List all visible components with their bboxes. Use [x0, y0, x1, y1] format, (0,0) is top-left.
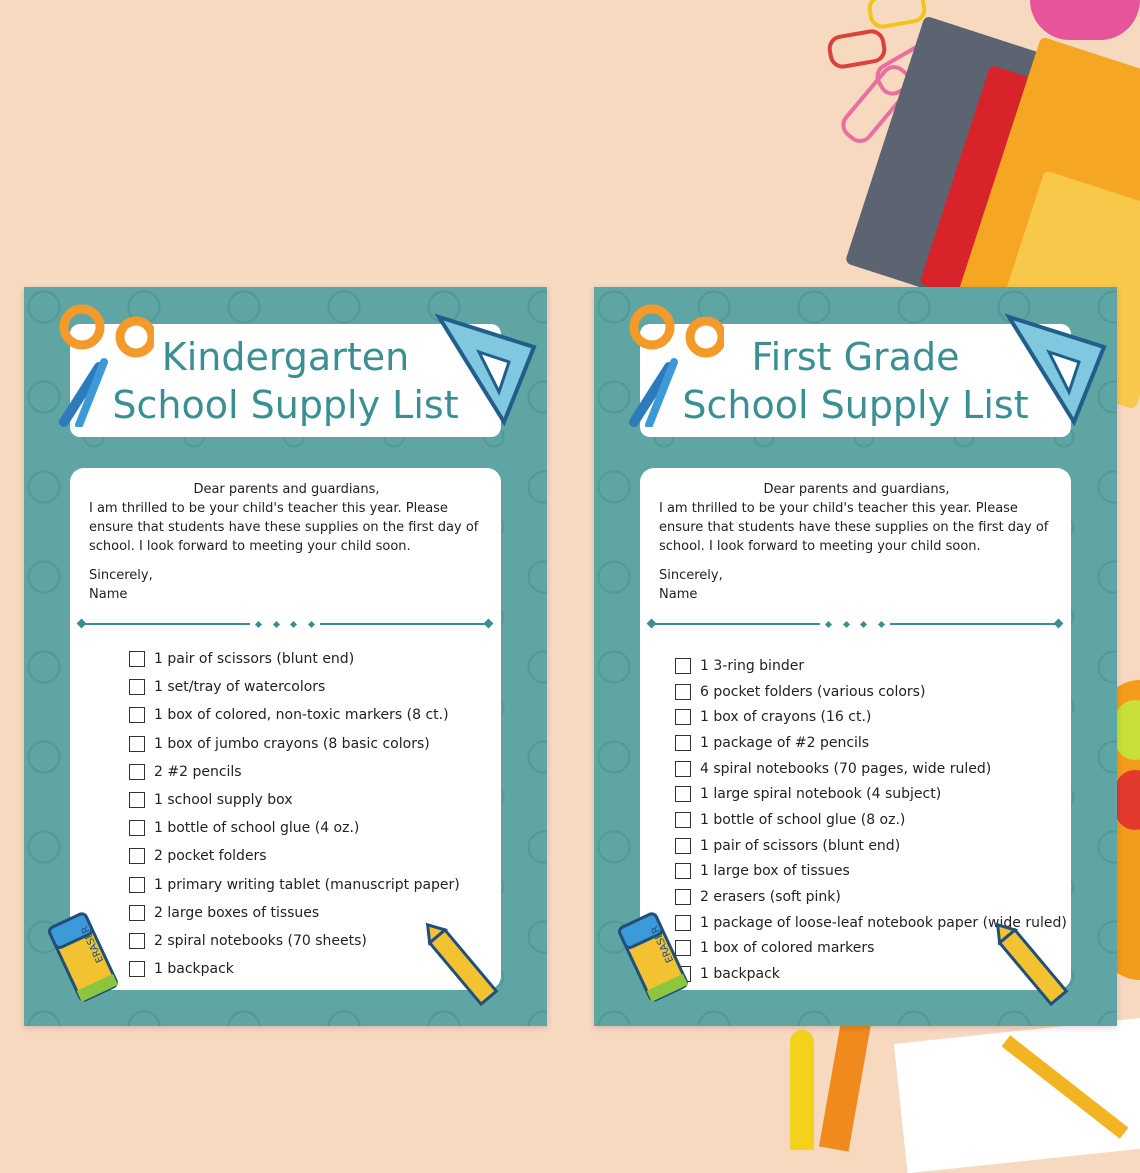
eraser-icon — [608, 907, 698, 1007]
list-item — [675, 807, 1067, 833]
crayon-yellow — [790, 1030, 814, 1150]
list-item — [129, 955, 460, 983]
eraser-label: ERASER — [649, 923, 677, 965]
crayon-icon — [416, 917, 511, 1017]
item-label: 2 erasers (soft pink) — [700, 889, 841, 906]
item-label: 1 pair of scissors (blunt end) — [154, 651, 355, 668]
list-item — [675, 781, 1067, 807]
item-label: 1 bottle of school glue (8 oz.) — [700, 811, 906, 828]
letter — [659, 480, 1054, 604]
checkbox[interactable] — [129, 679, 145, 695]
list-item — [129, 758, 460, 786]
checkbox[interactable] — [129, 905, 145, 921]
checkbox[interactable] — [675, 684, 691, 700]
checkbox[interactable] — [675, 889, 691, 905]
item-label: 4 spiral notebooks (70 pages, wide ruled) — [700, 760, 992, 777]
checkbox[interactable] — [675, 658, 691, 674]
item-label: 6 pocket folders (various colors) — [700, 683, 926, 700]
list-item — [129, 730, 460, 758]
title-line-1: First Grade — [751, 334, 960, 379]
item-label: 1 backpack — [154, 961, 234, 978]
item-label: 2 spiral notebooks (70 sheets) — [154, 932, 367, 949]
list-item — [675, 730, 1067, 756]
list-item — [675, 884, 1067, 910]
checkbox[interactable] — [675, 709, 691, 725]
divider-ornament — [250, 618, 320, 630]
list-item — [129, 645, 460, 673]
item-label: 1 3-ring binder — [700, 657, 805, 674]
checkbox[interactable] — [129, 820, 145, 836]
item-label: 2 pocket folders — [154, 848, 267, 865]
message: I am thrilled to be your child's teacher this year. Please ensure that students have these supplies on the first day of school. I look forward to meeting your child soon. — [659, 501, 1049, 554]
list-item — [129, 871, 460, 899]
kindergarten-supply-list-card — [24, 287, 547, 1026]
list-item — [675, 833, 1067, 859]
scissors-icon — [614, 297, 724, 427]
checkbox[interactable] — [675, 863, 691, 879]
item-label: 1 package of #2 pencils — [700, 734, 870, 751]
list-item — [129, 673, 460, 701]
paint-red — [1115, 770, 1140, 830]
triangle-ruler-icon — [1004, 307, 1114, 427]
checkbox[interactable] — [675, 838, 691, 854]
item-label: 1 box of colored markers — [700, 940, 875, 957]
crayon-orange — [819, 1018, 871, 1151]
checkbox[interactable] — [129, 707, 145, 723]
paperclip-icon — [825, 27, 888, 71]
checkbox[interactable] — [129, 792, 145, 808]
closing: Sincerely, — [659, 568, 723, 583]
checkbox[interactable] — [129, 736, 145, 752]
checkbox[interactable] — [129, 933, 145, 949]
item-label: 1 school supply box — [154, 792, 293, 809]
list-item — [675, 756, 1067, 782]
list-item — [675, 859, 1067, 885]
scissors-handle-icon — [1030, 0, 1140, 40]
list-item — [129, 786, 460, 814]
triangle-ruler-icon — [434, 307, 544, 427]
message: I am thrilled to be your child's teacher this year. Please ensure that students have these supplies on the first day of school. I look forward to meeting your child soon. — [89, 501, 479, 554]
letter — [89, 480, 484, 604]
eraser-icon — [38, 907, 128, 1007]
checkbox[interactable] — [675, 761, 691, 777]
checkbox[interactable] — [675, 812, 691, 828]
signature-name: Name — [89, 587, 128, 602]
eraser-label: ERASER — [79, 923, 107, 965]
item-label: 1 pair of scissors (blunt end) — [700, 837, 901, 854]
checkbox[interactable] — [675, 786, 691, 802]
list-item — [129, 814, 460, 842]
scissors-icon — [44, 297, 154, 427]
closing: Sincerely, — [89, 568, 153, 583]
item-label: 1 backpack — [700, 966, 780, 983]
list-item — [129, 842, 460, 870]
list-item — [129, 899, 460, 927]
checkbox[interactable] — [129, 877, 145, 893]
item-label: 1 package of loose-leaf notebook paper (wide ruled) — [700, 914, 1067, 931]
item-label: 1 box of crayons (16 ct.) — [700, 709, 872, 726]
item-label: 1 box of jumbo crayons (8 basic colors) — [154, 735, 430, 752]
first-grade-supply-list-card — [594, 287, 1117, 1026]
paperclip-icon — [865, 0, 928, 31]
title-line-2: School Supply List — [682, 382, 1029, 427]
greeting: Dear parents and guardians, — [193, 482, 380, 497]
checkbox[interactable] — [129, 848, 145, 864]
list-item — [675, 704, 1067, 730]
item-label: 2 large boxes of tissues — [154, 904, 320, 921]
item-label: 1 bottle of school glue (4 oz.) — [154, 820, 360, 837]
paint-green — [1115, 700, 1140, 760]
checkbox[interactable] — [129, 651, 145, 667]
item-label: 2 #2 pencils — [154, 763, 242, 780]
checkbox[interactable] — [675, 735, 691, 751]
list-item — [129, 927, 460, 955]
crayon-icon — [986, 917, 1081, 1017]
title-line-2: School Supply List — [112, 382, 459, 427]
title-line-1: Kindergarten — [161, 334, 410, 379]
divider-ornament — [820, 618, 890, 630]
supply-list — [129, 645, 460, 983]
list-item — [675, 653, 1067, 679]
letter-panel — [70, 468, 501, 990]
signature-name: Name — [659, 587, 698, 602]
item-label: 1 set/tray of watercolors — [154, 679, 326, 696]
letter-panel — [640, 468, 1071, 990]
item-label: 1 primary writing tablet (manuscript paper) — [154, 876, 460, 893]
list-item — [675, 679, 1067, 705]
greeting: Dear parents and guardians, — [763, 482, 950, 497]
list-item — [129, 701, 460, 729]
checkbox[interactable] — [129, 764, 145, 780]
item-label: 1 box of colored, non-toxic markers (8 ct.) — [154, 707, 449, 724]
checkbox[interactable] — [129, 961, 145, 977]
item-label: 1 large spiral notebook (4 subject) — [700, 786, 942, 803]
item-label: 1 large box of tissues — [700, 863, 850, 880]
